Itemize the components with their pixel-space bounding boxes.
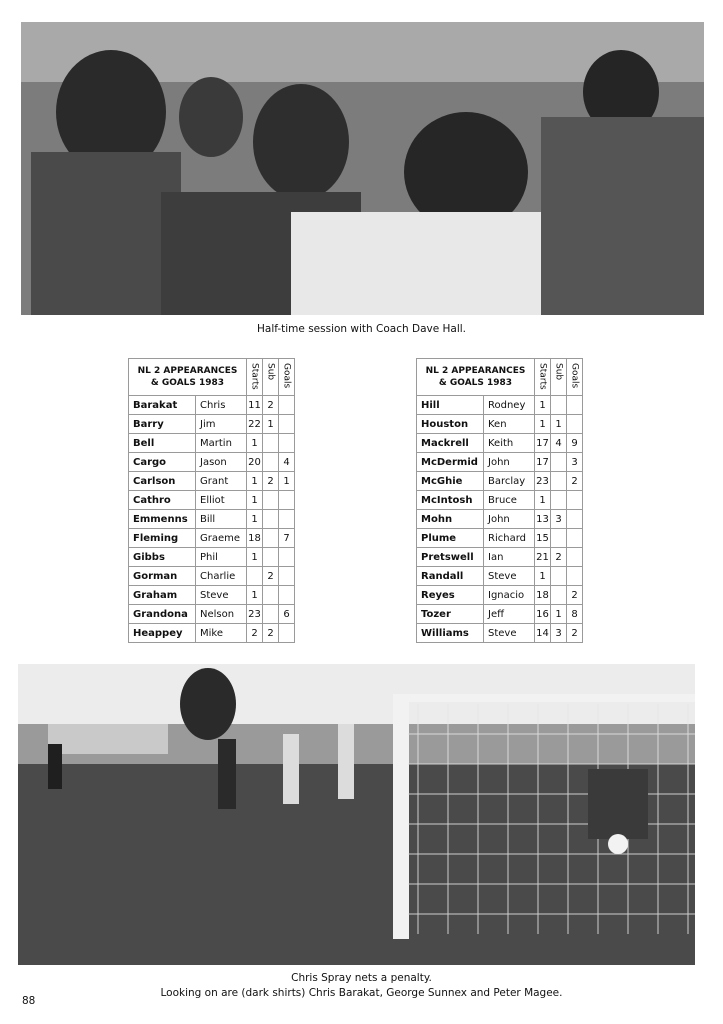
table-title [417, 359, 535, 396]
starts-cell: 2 [247, 624, 263, 643]
sub-cell [551, 567, 567, 586]
page-number: 88 [22, 995, 36, 1007]
starts-cell: 18 [535, 586, 551, 605]
sub-cell [263, 548, 279, 567]
appearances-table-right [416, 358, 583, 643]
starts-cell: 1 [247, 586, 263, 605]
starts-cell: 16 [535, 605, 551, 624]
column-header-starts: Starts [247, 359, 263, 396]
table-row [417, 491, 583, 510]
goals-cell [279, 548, 295, 567]
sub-cell: 2 [263, 396, 279, 415]
table-row [129, 510, 295, 529]
goals-cell [567, 396, 583, 415]
sub-cell [263, 586, 279, 605]
sub-cell: 3 [551, 510, 567, 529]
player-firstname: Barclay [484, 472, 535, 491]
starts-cell [247, 567, 263, 586]
player-firstname: Steve [484, 567, 535, 586]
player-surname: Emmenns [129, 510, 196, 529]
sub-cell [263, 434, 279, 453]
player-surname: Graham [129, 586, 196, 605]
player-firstname: Bruce [484, 491, 535, 510]
player-surname: Cathro [129, 491, 196, 510]
table-row [129, 472, 295, 491]
starts-cell: 11 [247, 396, 263, 415]
table-row [129, 529, 295, 548]
sub-cell [263, 605, 279, 624]
sub-cell: 3 [551, 624, 567, 643]
column-header-goals: Goals [567, 359, 583, 396]
player-surname: McGhie [417, 472, 484, 491]
goals-cell [567, 529, 583, 548]
player-firstname: Keith [484, 434, 535, 453]
player-surname: Plume [417, 529, 484, 548]
goals-cell [567, 415, 583, 434]
sub-cell: 2 [263, 567, 279, 586]
table-row [417, 510, 583, 529]
goals-cell: 2 [567, 586, 583, 605]
starts-cell: 1 [535, 567, 551, 586]
table-header-row [129, 359, 295, 396]
player-firstname: Jeff [484, 605, 535, 624]
player-surname: Grandona [129, 605, 196, 624]
table-row [417, 548, 583, 567]
goals-cell [279, 624, 295, 643]
sub-cell [263, 529, 279, 548]
player-firstname: Chris [196, 396, 247, 415]
player-firstname: Mike [196, 624, 247, 643]
table-row [129, 624, 295, 643]
goals-cell [279, 434, 295, 453]
halftime-photo [21, 22, 704, 315]
starts-cell: 1 [535, 396, 551, 415]
player-surname: Williams [417, 624, 484, 643]
starts-cell: 18 [247, 529, 263, 548]
sub-cell [263, 453, 279, 472]
goals-cell: 8 [567, 605, 583, 624]
starts-cell: 21 [535, 548, 551, 567]
player-surname: Randall [417, 567, 484, 586]
player-surname: McDermid [417, 453, 484, 472]
table-row [417, 624, 583, 643]
sub-cell: 2 [551, 548, 567, 567]
player-surname: Tozer [417, 605, 484, 624]
goals-cell: 7 [279, 529, 295, 548]
goals-cell: 6 [279, 605, 295, 624]
sub-cell: 2 [263, 624, 279, 643]
player-surname: Houston [417, 415, 484, 434]
table-row [129, 396, 295, 415]
starts-cell: 1 [247, 472, 263, 491]
starts-cell: 1 [247, 434, 263, 453]
goals-cell: 4 [279, 453, 295, 472]
player-firstname: Ian [484, 548, 535, 567]
table-row [417, 567, 583, 586]
goals-cell: 3 [567, 453, 583, 472]
player-firstname: Graeme [196, 529, 247, 548]
goals-cell: 1 [279, 472, 295, 491]
player-firstname: Grant [196, 472, 247, 491]
sub-cell: 1 [551, 605, 567, 624]
player-surname: McIntosh [417, 491, 484, 510]
table-row [129, 415, 295, 434]
sub-cell: 1 [551, 415, 567, 434]
player-firstname: John [484, 453, 535, 472]
table-row [417, 453, 583, 472]
column-header-sub: Sub [263, 359, 279, 396]
player-firstname: Phil [196, 548, 247, 567]
goals-cell [567, 548, 583, 567]
table-body [417, 396, 583, 643]
sub-cell [263, 491, 279, 510]
player-surname: Carlson [129, 472, 196, 491]
table-title-line2: & GOALS 1983 [150, 378, 225, 388]
goals-cell [567, 567, 583, 586]
player-surname: Mackrell [417, 434, 484, 453]
column-header-sub: Sub [551, 359, 567, 396]
table-row [417, 529, 583, 548]
player-surname: Gorman [129, 567, 196, 586]
starts-cell: 17 [535, 453, 551, 472]
penalty-photo [18, 664, 695, 965]
penalty-photo-illustration [18, 664, 695, 965]
goals-cell [279, 491, 295, 510]
table-header-row [417, 359, 583, 396]
bottom-photo-caption-line2: Looking on are (dark shirts) Chris Barakat, George Sunnex and Peter Magee. [160, 987, 563, 999]
player-surname: Barakat [129, 396, 196, 415]
goals-cell: 9 [567, 434, 583, 453]
column-header-starts: Starts [535, 359, 551, 396]
sub-cell [551, 586, 567, 605]
table-row [129, 491, 295, 510]
table-row [417, 396, 583, 415]
column-header-goals: Goals [279, 359, 295, 396]
starts-cell: 20 [247, 453, 263, 472]
table-row [129, 434, 295, 453]
starts-cell: 17 [535, 434, 551, 453]
starts-cell: 15 [535, 529, 551, 548]
bottom-photo-caption-line1: Chris Spray nets a penalty. [291, 972, 432, 984]
starts-cell: 1 [535, 491, 551, 510]
sub-cell [551, 453, 567, 472]
table-row [417, 586, 583, 605]
starts-cell: 1 [247, 548, 263, 567]
top-photo-caption: Half-time session with Coach Dave Hall. [256, 323, 467, 335]
player-surname: Gibbs [129, 548, 196, 567]
player-firstname: Martin [196, 434, 247, 453]
player-firstname: Rodney [484, 396, 535, 415]
sub-cell: 2 [263, 472, 279, 491]
table-row [129, 453, 295, 472]
starts-cell: 23 [535, 472, 551, 491]
sub-cell [263, 510, 279, 529]
starts-cell: 1 [535, 415, 551, 434]
player-surname: Reyes [417, 586, 484, 605]
table-body [129, 396, 295, 643]
starts-cell: 14 [535, 624, 551, 643]
player-surname: Hill [417, 396, 484, 415]
player-surname: Fleming [129, 529, 196, 548]
starts-cell: 22 [247, 415, 263, 434]
table-row [129, 548, 295, 567]
table-row [417, 434, 583, 453]
table-row [129, 567, 295, 586]
table-row [129, 605, 295, 624]
player-firstname: Jason [196, 453, 247, 472]
table-row [417, 415, 583, 434]
sub-cell: 1 [263, 415, 279, 434]
starts-cell: 1 [247, 491, 263, 510]
sub-cell [551, 396, 567, 415]
player-surname: Mohn [417, 510, 484, 529]
player-surname: Cargo [129, 453, 196, 472]
player-firstname: Richard [484, 529, 535, 548]
sub-cell [551, 472, 567, 491]
goals-cell [279, 510, 295, 529]
goals-cell: 2 [567, 624, 583, 643]
goals-cell [279, 396, 295, 415]
player-surname: Bell [129, 434, 196, 453]
table-title [129, 359, 247, 396]
halftime-photo-illustration [21, 22, 704, 315]
starts-cell: 23 [247, 605, 263, 624]
goals-cell: 2 [567, 472, 583, 491]
player-firstname: Jim [196, 415, 247, 434]
table-title-line2: & GOALS 1983 [438, 378, 513, 388]
player-firstname: Ken [484, 415, 535, 434]
sub-cell [551, 491, 567, 510]
player-surname: Barry [129, 415, 196, 434]
player-firstname: Bill [196, 510, 247, 529]
player-firstname: Steve [484, 624, 535, 643]
player-surname: Heappey [129, 624, 196, 643]
sub-cell [551, 529, 567, 548]
player-firstname: Steve [196, 586, 247, 605]
player-firstname: Ignacio [484, 586, 535, 605]
starts-cell: 1 [247, 510, 263, 529]
goals-cell [567, 510, 583, 529]
table-row [417, 605, 583, 624]
sub-cell: 4 [551, 434, 567, 453]
player-firstname: John [484, 510, 535, 529]
goals-cell [279, 586, 295, 605]
appearances-table-left [128, 358, 295, 643]
goals-cell [279, 415, 295, 434]
player-firstname: Nelson [196, 605, 247, 624]
table-title-line1: NL 2 APPEARANCES [425, 366, 526, 376]
starts-cell: 13 [535, 510, 551, 529]
player-firstname: Elliot [196, 491, 247, 510]
table-row [129, 586, 295, 605]
table-title-line1: NL 2 APPEARANCES [137, 366, 238, 376]
table-row [417, 472, 583, 491]
player-firstname: Charlie [196, 567, 247, 586]
player-surname: Pretswell [417, 548, 484, 567]
goals-cell [567, 491, 583, 510]
goals-cell [279, 567, 295, 586]
